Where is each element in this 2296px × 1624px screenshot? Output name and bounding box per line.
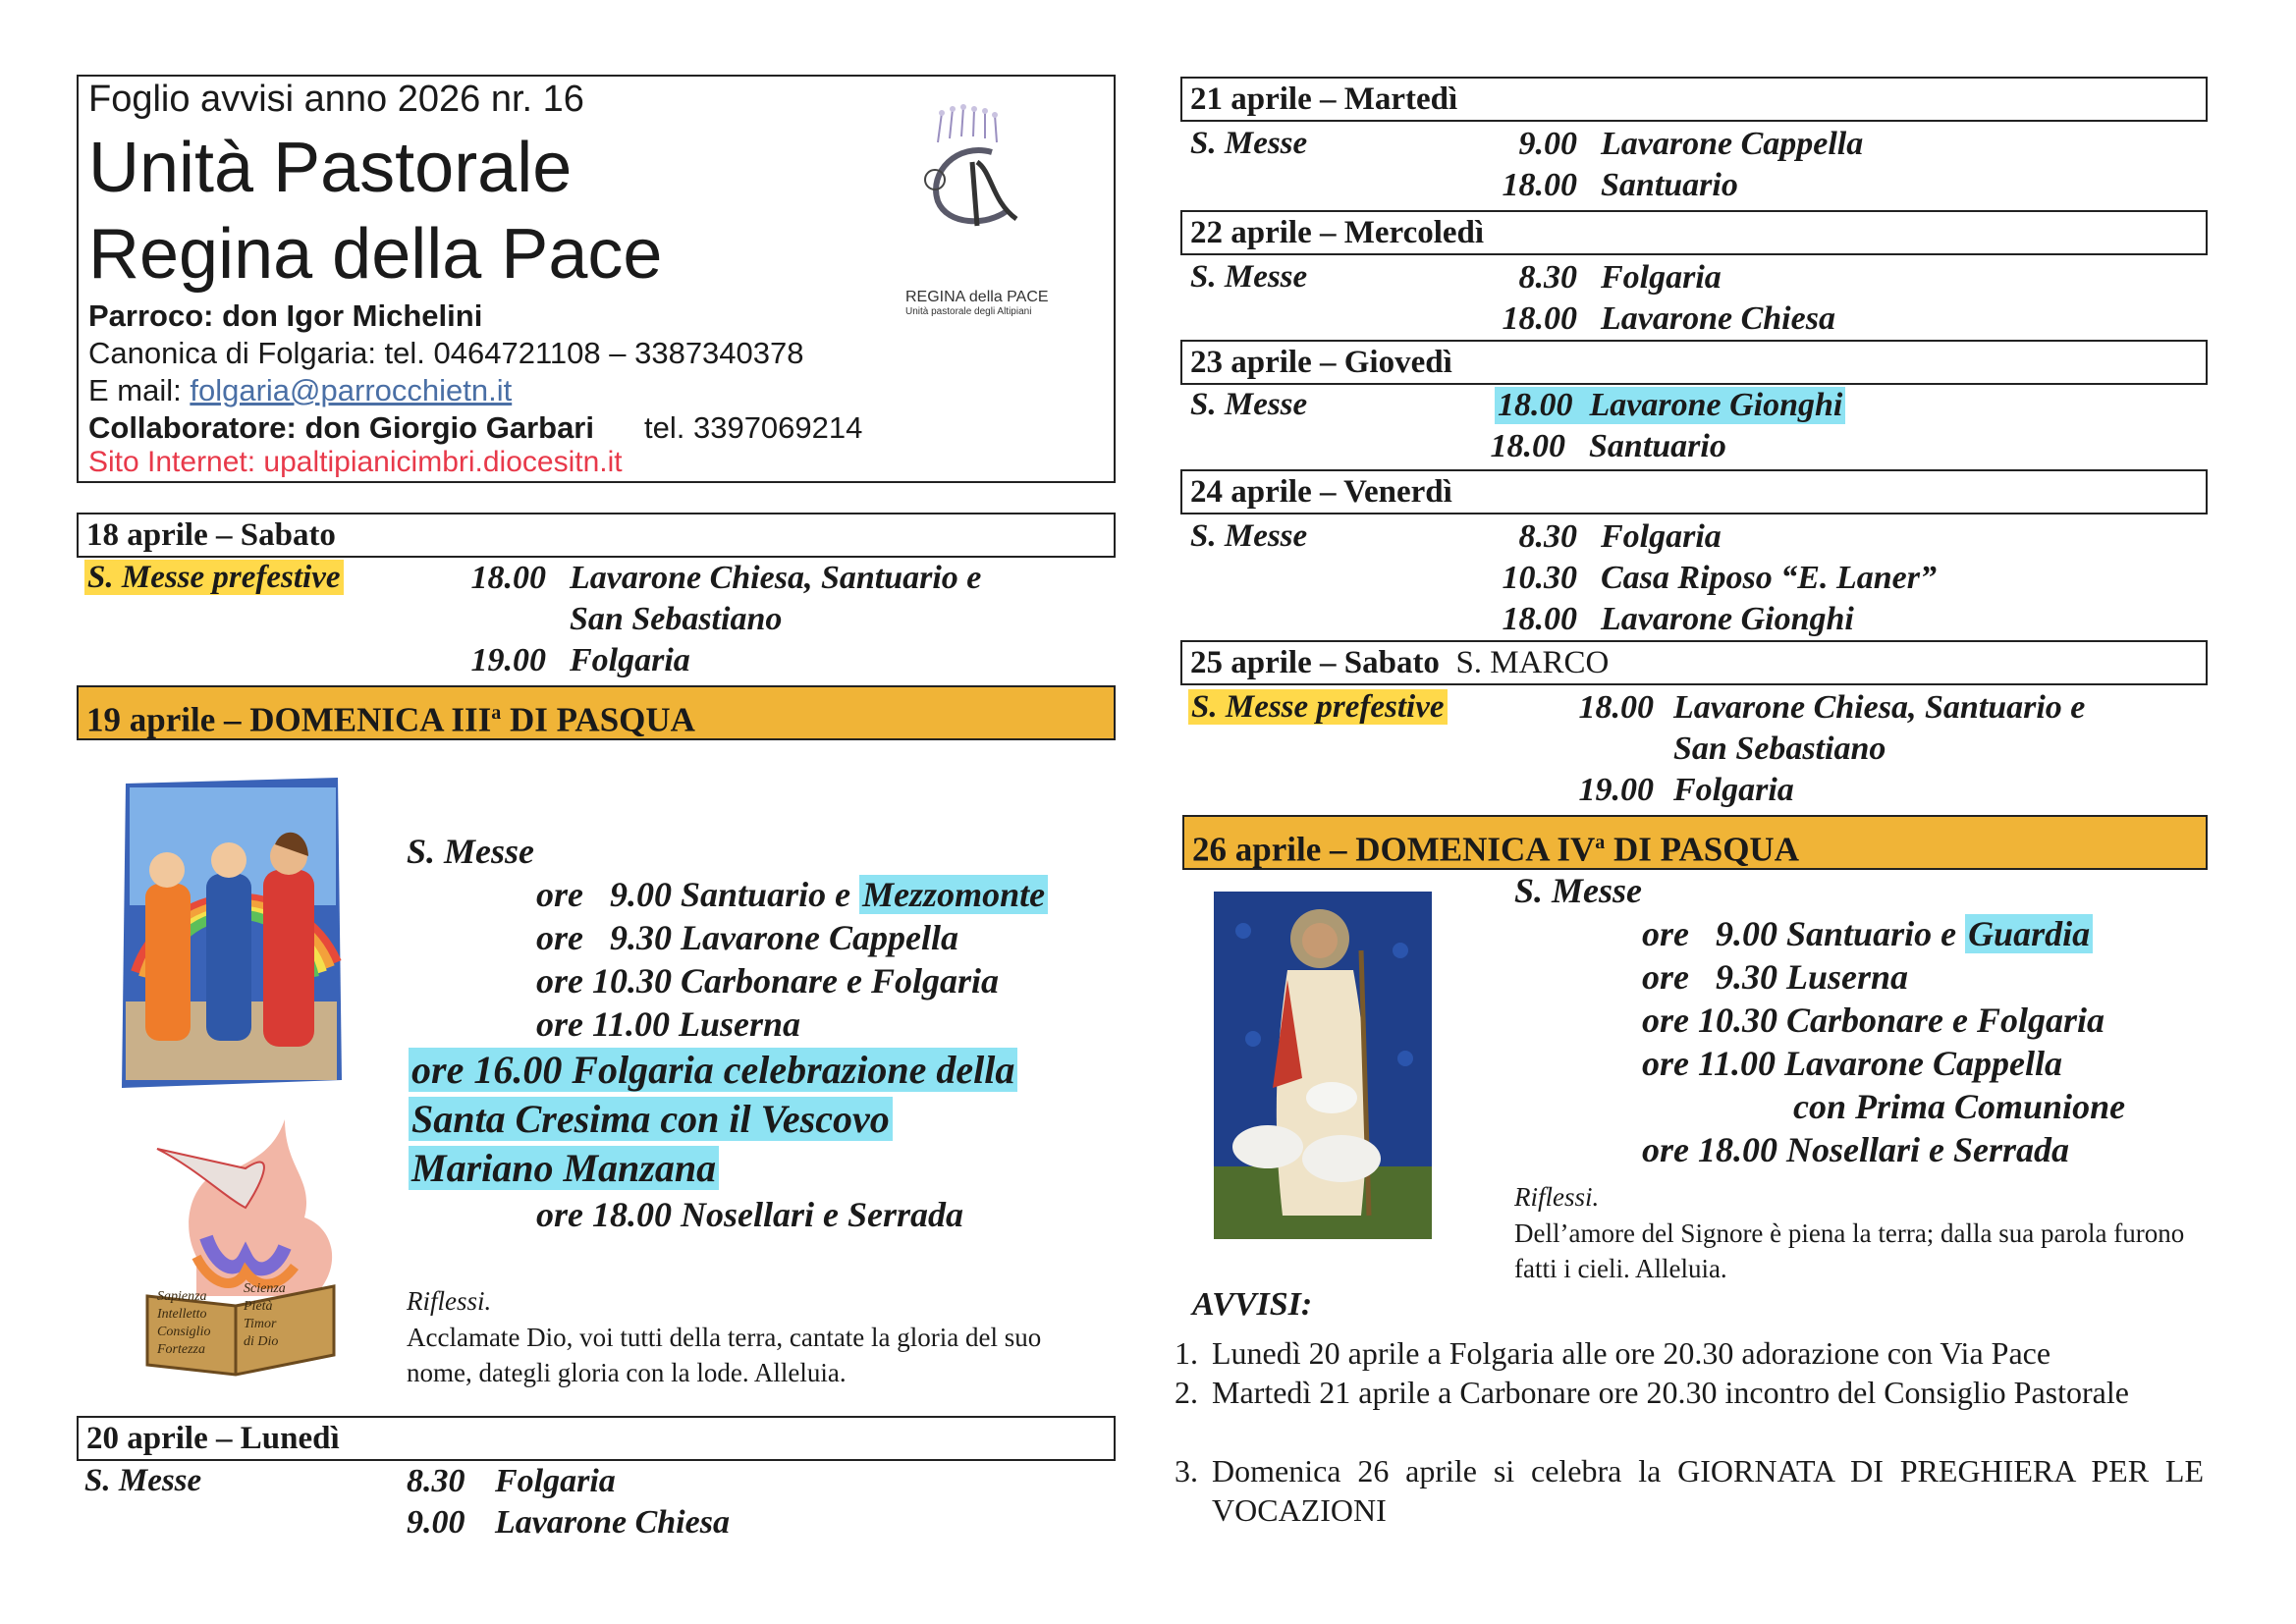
mass-label-24: S. Messe	[1190, 518, 1308, 554]
mass-label-21: S. Messe	[1190, 126, 1308, 161]
mass-time: 11.00	[1698, 1044, 1777, 1083]
sunday-header-26	[1182, 815, 2208, 870]
book-word: Fortezza	[157, 1342, 205, 1357]
day-header-25-text: 25 aprile – Sabato	[1190, 645, 1440, 680]
mass-row	[1642, 1129, 2069, 1170]
mass-place: Casa Riposo “E. Laner”	[1601, 560, 1937, 596]
sunday-header-19-end: DI PASQUA	[501, 700, 695, 739]
mass-time: 18.00	[1578, 689, 1654, 726]
mass-place: Lavarone Chiesa, Santuario e	[1673, 689, 2086, 726]
mass-place: Santuario	[1601, 167, 1738, 203]
mass-time: 8.30	[1518, 259, 1577, 296]
mass-label-18-text: S. Messe prefestive	[84, 560, 344, 595]
mass-row	[536, 874, 1048, 915]
mass-label-18	[84, 560, 344, 596]
logo-emblem-icon	[899, 103, 1056, 231]
mass-ore: ore	[1642, 957, 1689, 997]
good-shepherd-illustration	[1214, 892, 1432, 1239]
disciples-image-icon	[116, 776, 346, 1090]
mass-place: Santuario e	[681, 875, 851, 914]
mass-label-20: S. Messe	[84, 1463, 202, 1498]
mass-place: Lavarone Chiesa, Santuario e	[570, 560, 982, 596]
day-header-21: 21 aprile – Martedì	[1180, 77, 2208, 122]
email-label: E mail:	[88, 373, 182, 407]
mass-place: Lavarone Chiesa	[1601, 300, 1835, 337]
cresima-line	[409, 1047, 1017, 1093]
avvisi-item: Lunedì 20 aprile a Folgaria alle ore 20.30 adorazione con Via Pace	[1212, 1335, 2051, 1371]
mass-time: 8.30	[1518, 518, 1577, 555]
disciples-illustration	[116, 776, 346, 1090]
mass-time: 18.00	[1502, 167, 1577, 203]
avvisi-number: 3.	[1175, 1453, 1198, 1489]
mass-row	[1642, 913, 2093, 954]
cresima-line	[409, 1096, 893, 1142]
book-word: Scienza	[244, 1281, 286, 1296]
mass-label-22: S. Messe	[1190, 259, 1308, 295]
collaboratore-tel: tel. 3397069214	[644, 410, 863, 445]
avvisi-item: Martedì 21 aprile a Carbonare ore 20.30 incontro del Consiglio Pastorale	[1212, 1375, 2129, 1410]
mass-time: 10.30	[592, 961, 672, 1001]
mass-place-highlight: Guardia	[1965, 914, 2093, 953]
book-word: di Dio	[244, 1334, 279, 1349]
mass-time: 18.00	[1502, 300, 1577, 337]
mass-place: Lavarone Cappella	[1601, 126, 1864, 162]
mass-ore: ore	[536, 1004, 583, 1044]
day-header-18: 18 aprile – Sabato	[77, 513, 1116, 558]
mass-label-23: S. Messe	[1190, 387, 1308, 422]
mass-place: Folgaria	[495, 1463, 616, 1499]
mass-ore: ore	[1642, 1044, 1689, 1083]
canonica: Canonica di Folgaria: tel. 0464721108 – 3387340378	[88, 336, 804, 370]
good-shepherd-image-icon	[1214, 892, 1432, 1239]
avvisi-item: Domenica 26 aprile si celebra la GIORNATA DI PREGHIERA PER LE VOCAZIONI	[1212, 1453, 2204, 1528]
mass-place: Nosellari e Serrada	[1786, 1130, 2069, 1169]
mass-time: 19.00	[470, 642, 546, 678]
mass-place: Lavarone Cappella	[681, 918, 958, 957]
mass-place: Santuario e	[1786, 914, 1957, 953]
cresima-text: Santa Cresima con il Vescovo	[409, 1097, 893, 1141]
day-header-22: 22 aprile – Mercoledì	[1180, 210, 2208, 255]
mass-place: Folgaria	[1601, 259, 1722, 296]
sunday-header-19-text: 19 aprile – DOMENICA III	[86, 700, 492, 739]
mass-time: 19.00	[1578, 772, 1654, 808]
cresima-text: Mariano Manzana	[409, 1146, 719, 1190]
mass-ore: ore	[536, 875, 583, 914]
parish-logo	[899, 103, 1056, 231]
mass-time: 11.00	[592, 1004, 671, 1044]
cresima-text: ore 16.00 Folgaria celebrazione della	[409, 1048, 1017, 1092]
book-word: Intelletto	[157, 1307, 207, 1322]
mass-place: Santuario	[1589, 428, 1726, 464]
mass-place-highlight: Mezzomonte	[859, 875, 1048, 914]
mass-place: Luserna	[1786, 957, 1909, 997]
day-header-25	[1180, 640, 2208, 685]
riflessi-label: Riflessi.	[1514, 1182, 1600, 1212]
mass-place: Carbonare e Folgaria	[1786, 1001, 2105, 1040]
mass-time: 8.30	[407, 1463, 465, 1499]
book-word: Timor	[244, 1317, 277, 1331]
mass-place: Lavarone Cappella	[1784, 1044, 2062, 1083]
avvisi-number: 1.	[1175, 1335, 1198, 1371]
mass-place: Lavarone Gionghi	[1589, 387, 1843, 423]
book-words-left	[157, 1288, 236, 1359]
mass-time: 9.00	[610, 875, 672, 914]
book-word: Pietà	[244, 1299, 273, 1314]
mass-place: Luserna	[679, 1004, 801, 1044]
mass-time: 9.00	[1716, 914, 1777, 953]
mass-place: Folgaria	[570, 642, 690, 678]
mass-label-25	[1188, 689, 1448, 726]
collaboratore: Collaboratore: don Giorgio Garbari	[88, 410, 594, 445]
mass-time: 18.00	[1490, 428, 1565, 464]
page-title-line1: Unità Pastorale	[88, 129, 573, 207]
mass-place: Lavarone Chiesa	[495, 1504, 730, 1541]
mass-time: 10.30	[1502, 560, 1577, 596]
book-word: Consiglio	[157, 1325, 211, 1339]
mass-row	[1642, 1000, 2105, 1041]
logo-subtitle: Unità pastorale degli Altipiani	[905, 306, 1032, 317]
mass-label-25-text: S. Messe prefestive	[1188, 689, 1448, 725]
mass-place: San Sebastiano	[1673, 731, 1886, 767]
cresima-line	[409, 1145, 719, 1191]
website-link[interactable]: Sito Internet: upaltipianicimbri.diocesitn.it	[88, 446, 623, 478]
mass-time: 9.30	[1716, 957, 1777, 997]
sunday-header-26-sup: a	[1595, 832, 1606, 853]
book-words-right	[244, 1280, 322, 1351]
day-header-25-saint: S. MARCO	[1455, 645, 1610, 680]
mass-row	[536, 960, 999, 1001]
mass-row	[536, 917, 958, 958]
riflessi-text: Acclamate Dio, voi tutti della terra, cantate la gloria del suo nome, dategli gloria con la lode. Alleluia.	[407, 1323, 1042, 1387]
sunday-header-26-end: DI PASQUA	[1605, 830, 1799, 869]
mass-ore: ore	[536, 961, 583, 1001]
mass-row	[1642, 956, 1908, 998]
mass-row-highlight	[1495, 387, 1845, 424]
mass-ore: ore	[1642, 1130, 1689, 1169]
email-link[interactable]: folgaria@parrocchietn.it	[190, 373, 513, 407]
riflessi-label: Riflessi.	[407, 1286, 492, 1316]
issue-number: Foglio avvisi anno 2026 nr. 16	[88, 79, 584, 120]
mass-time: 10.30	[1698, 1001, 1777, 1040]
sunday-header-19-sup: a	[491, 702, 502, 724]
mass-row: con Prima Comunione	[1793, 1087, 2126, 1126]
mass-place: San Sebastiano	[570, 601, 783, 637]
book-word: Sapienza	[157, 1289, 207, 1304]
mass-place: Folgaria	[1673, 772, 1794, 808]
mass-time: 9.00	[407, 1504, 465, 1541]
mass-label-19: S. Messe	[407, 832, 535, 871]
mass-ore: ore	[1642, 1001, 1689, 1040]
logo-title: REGINA della PACE	[905, 289, 1049, 305]
day-header-23: 23 aprile – Giovedì	[1180, 340, 2208, 385]
mass-time: 18.00	[1698, 1130, 1777, 1169]
mass-time: 9.30	[610, 918, 672, 957]
avvisi-title: AVVISI:	[1192, 1286, 1313, 1323]
sunday-header-19	[77, 685, 1116, 740]
mass-ore: ore	[536, 918, 583, 957]
mass-row	[1642, 1043, 2062, 1084]
mass-time: 18.00	[1502, 601, 1577, 637]
mass-time: 18.00	[470, 560, 546, 596]
riflessi-text: Dell’amore del Signore è piena la terra; dalla sua parola furono fatti i cieli. Alleluia.	[1514, 1218, 2185, 1283]
mass-time: 18.00	[1498, 387, 1573, 423]
mass-place: Carbonare e Folgaria	[681, 961, 1000, 1001]
email-row	[88, 373, 512, 408]
page-title-line2: Regina della Pace	[88, 215, 663, 294]
mass-row	[536, 1003, 800, 1045]
day-header-24: 24 aprile – Venerdì	[1180, 469, 2208, 514]
sunday-header-26-text: 26 aprile – DOMENICA IV	[1192, 830, 1596, 869]
mass-label-26: S. Messe	[1514, 871, 1643, 910]
parroco: Parroco: don Igor Michelini	[88, 298, 483, 333]
mass-place: Folgaria	[1601, 518, 1722, 555]
day-header-20: 20 aprile – Lunedì	[77, 1416, 1116, 1461]
mass-row: ore 18.00 Nosellari e Serrada	[536, 1195, 963, 1234]
mass-place: Lavarone Gionghi	[1601, 601, 1854, 637]
mass-time: 9.00	[1518, 126, 1577, 162]
mass-ore: ore	[1642, 914, 1689, 953]
avvisi-number: 2.	[1175, 1375, 1198, 1410]
